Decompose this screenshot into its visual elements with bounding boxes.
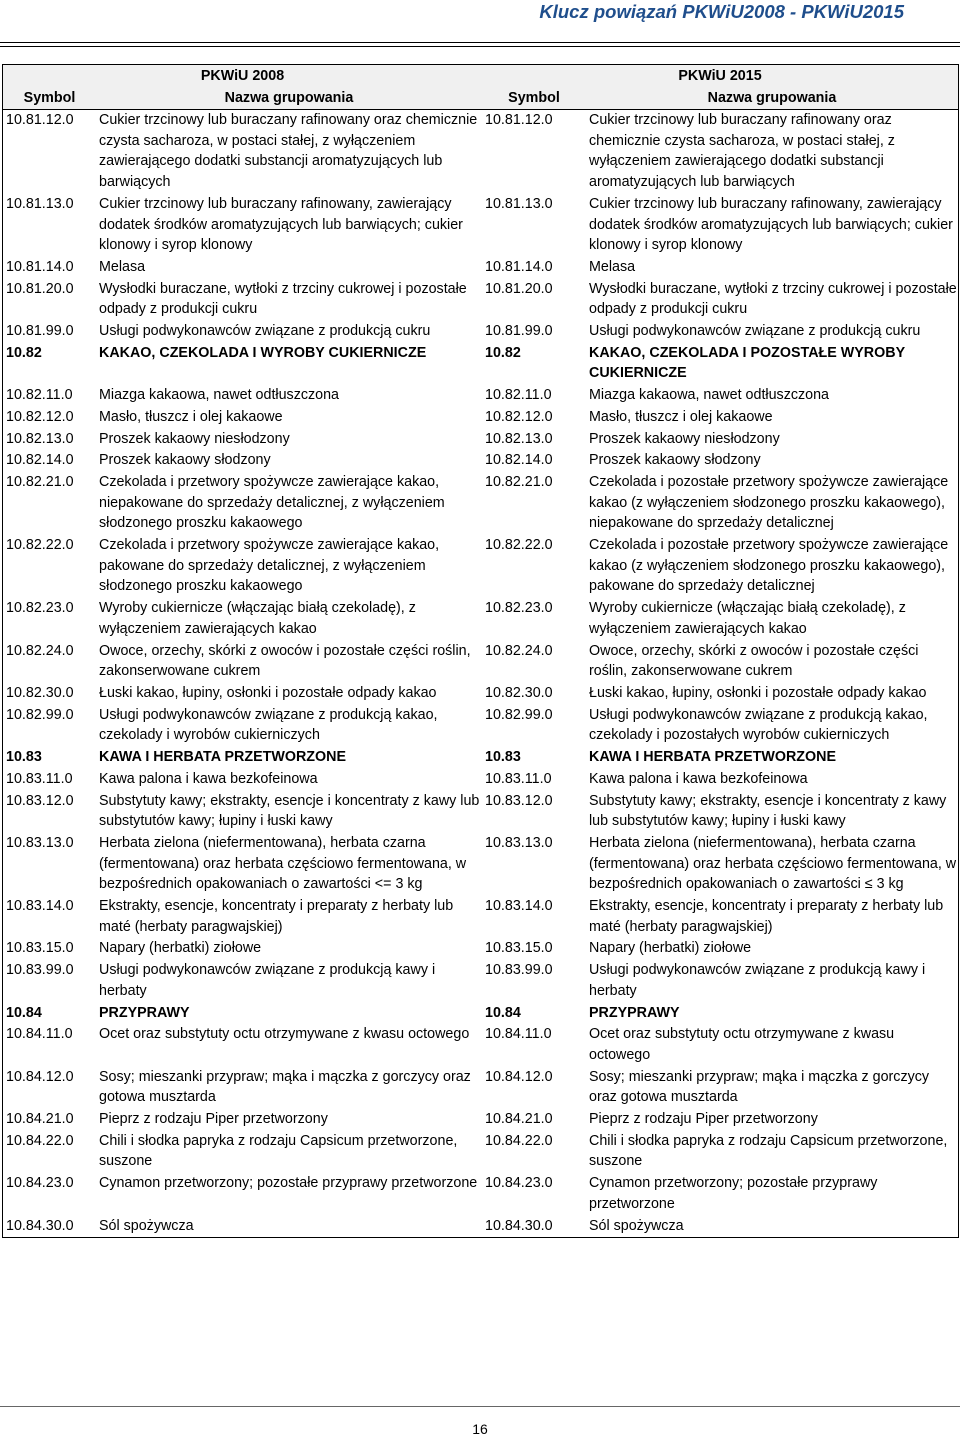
- table-row: [3, 683, 958, 705]
- table-row: [3, 1024, 958, 1066]
- table-row: [3, 1131, 958, 1173]
- column-header-name-2008: Nazwa grupowania: [96, 87, 482, 110]
- symbol-2015-cell: 10.82.24.0: [485, 642, 553, 659]
- name-2008-cell: Sosy; mieszanki przypraw; mąka i mączka z gorczycy oraz gotowa musztarda: [99, 1068, 471, 1106]
- symbol-2015-cell: 10.82.12.0: [485, 408, 553, 425]
- symbol-2015-cell: 10.82.23.0: [485, 600, 553, 617]
- name-2015-cell: Pieprz z rodzaju Piper przetworzony: [589, 1111, 818, 1128]
- table-row: [3, 472, 958, 535]
- table-row: [3, 1109, 958, 1131]
- name-2008-cell: Napary (herbatki) ziołowe: [99, 940, 262, 957]
- name-2015-cell: Herbata zielona (niefermentowana), herbata czarna (fermentowana) oraz herbata częściowo fermentowana, w bezpośrednich opakowaniach o zawartości ≤ 3 kg: [589, 834, 957, 893]
- name-2008-cell: Kawa palona i kawa bezkofeinowa: [99, 770, 318, 787]
- name-2015-cell: Cynamon przetworzony; pozostałe przyprawy przetworzone: [589, 1175, 878, 1212]
- name-2015-cell: Łuski kakao, łupiny, osłonki i pozostałe odpady kakao: [589, 684, 927, 701]
- group-header-2008: PKWiU 2008: [3, 65, 482, 87]
- name-2015-cell: Wyroby cukiernicze (włączając białą czekoladę), z wyłączeniem zawierających kakao: [589, 600, 906, 637]
- name-2008-cell: Cukier trzcinowy lub buraczany rafinowany oraz chemicznie czysta sacharoza, w postaci stałej, z wyłączeniem zawierającego dodatki substancji aromatyzujących lub barwiących: [99, 112, 478, 191]
- symbol-2008-cell: 10.84.21.0: [6, 1111, 74, 1128]
- name-2015-cell: Usługi podwykonawców związane z produkcją cukru: [589, 323, 921, 340]
- symbol-2015-cell: 10.84.21.0: [485, 1111, 553, 1128]
- table-section-row: [3, 343, 958, 385]
- symbol-2015-cell: 10.83.15.0: [485, 940, 553, 957]
- table-body: [3, 110, 958, 1238]
- name-2008-cell: Wysłodki buraczane, wytłoki z trzciny cukrowej i pozostałe odpady z produkcji cukru: [99, 280, 467, 318]
- name-2015-cell: Cukier trzcinowy lub buraczany rafinowany, zawierający dodatek środków aromatyzujących lub barwiących; cukier klonowy i syrop klonowy: [589, 195, 953, 254]
- symbol-2008-cell: 10.84.30.0: [6, 1217, 74, 1234]
- symbol-2015-cell: 10.82: [485, 344, 521, 361]
- table-row: [3, 535, 958, 598]
- symbol-2008-cell: 10.84.12.0: [6, 1068, 74, 1085]
- symbol-2015-cell: 10.82.30.0: [485, 684, 553, 701]
- name-2008-cell: Ekstrakty, esencje, koncentraty i preparaty z herbaty lub maté (herbaty paragwajskiej): [99, 898, 454, 935]
- name-2008-cell: Usługi podwykonawców związane z produkcją cukru: [99, 323, 431, 340]
- symbol-2008-cell: 10.83.99.0: [6, 962, 74, 979]
- page-number: 16: [472, 1421, 488, 1437]
- symbol-2008-cell: 10.81.20.0: [6, 280, 74, 297]
- table-column-header-row: [3, 87, 958, 110]
- symbol-2008-cell: 10.83: [6, 749, 42, 766]
- symbol-2008-cell: 10.82.12.0: [6, 408, 74, 425]
- name-2015-cell: Sól spożywcza: [589, 1217, 684, 1234]
- table-row: [3, 1067, 958, 1109]
- symbol-2008-cell: 10.82.21.0: [6, 473, 74, 490]
- table-section-row: [3, 747, 958, 769]
- name-2015-cell: Masło, tłuszcz i olej kakaowe: [589, 408, 773, 425]
- name-2008-cell: Wyroby cukiernicze (włączając białą czekoladę), z wyłączeniem zawierających kakao: [99, 600, 416, 637]
- symbol-2008-cell: 10.82.13.0: [6, 430, 74, 447]
- name-2015-cell: Proszek kakaowy niesłodzony: [589, 430, 780, 447]
- name-2015-cell: Wysłodki buraczane, wytłoki z trzciny cukrowej i pozostałe odpady z produkcji cukru: [589, 280, 957, 318]
- mapping-table: [2, 64, 959, 1238]
- table-row: [3, 938, 958, 960]
- name-2008-cell: Czekolada i przetwory spożywcze zawierające kakao, niepakowane do sprzedaży detalicznej, z wyłączeniem słodzonego proszku kakaowego: [99, 473, 445, 532]
- name-2008-cell: Chili i słodka papryka z rodzaju Capsicum przetworzone, suszone: [99, 1132, 458, 1170]
- name-2015-cell: Proszek kakaowy słodzony: [589, 452, 761, 469]
- symbol-2015-cell: 10.84.30.0: [485, 1217, 553, 1234]
- table-row: [3, 429, 958, 451]
- symbol-2015-cell: 10.84.22.0: [485, 1132, 553, 1149]
- symbol-2008-cell: 10.84.23.0: [6, 1175, 74, 1192]
- group-header-2015: PKWiU 2015: [482, 65, 958, 87]
- name-2015-cell: Czekolada i pozostałe przetwory spożywcze zawierające kakao (z wyłączeniem słodzonego proszku kakaowego), pakowane do sprzedaży detalicznej: [589, 537, 949, 595]
- symbol-2008-cell: 10.84.11.0: [6, 1026, 73, 1043]
- name-2008-cell: Proszek kakaowy słodzony: [99, 452, 271, 469]
- symbol-2008-cell: 10.84.22.0: [6, 1132, 74, 1149]
- name-2008-cell: Owoce, orzechy, skórki z owoców i pozostałe części roślin, zakonserwowane cukrem: [99, 642, 471, 680]
- symbol-2008-cell: 10.81.13.0: [6, 195, 74, 212]
- name-2008-cell: Łuski kakao, łupiny, osłonki i pozostałe odpady kakao: [99, 684, 437, 701]
- document-header: [0, 0, 960, 48]
- name-2015-cell: KAKAO, CZEKOLADA I POZOSTAŁE WYROBY CUKIERNICZE: [589, 344, 905, 382]
- name-2008-cell: Miazga kakaowa, nawet odtłuszczona: [99, 387, 340, 404]
- name-2015-cell: Sosy; mieszanki przypraw; mąka i mączka z gorczycy oraz gotowa musztarda: [589, 1068, 930, 1106]
- table-row: [3, 279, 958, 321]
- name-2015-cell: Usługi podwykonawców związane z produkcją kawy i herbaty: [589, 962, 926, 999]
- symbol-2008-cell: 10.81.99.0: [6, 323, 74, 340]
- symbol-2015-cell: 10.81.20.0: [485, 280, 553, 297]
- name-2008-cell: Herbata zielona (niefermentowana), herbata czarna (fermentowana) oraz herbata częściowo fermentowana, w bezpośrednich opakowaniach o zawartości <= 3 kg: [99, 834, 467, 893]
- column-header-symbol-2008: Symbol: [3, 87, 96, 110]
- symbol-2008-cell: 10.82: [6, 344, 42, 361]
- symbol-2008-cell: 10.83.13.0: [6, 834, 74, 851]
- column-header-symbol-2015: Symbol: [482, 87, 586, 110]
- symbol-2015-cell: 10.81.99.0: [485, 323, 553, 340]
- symbol-2015-cell: 10.82.21.0: [485, 473, 553, 490]
- symbol-2015-cell: 10.83: [485, 749, 521, 766]
- symbol-2008-cell: 10.83.14.0: [6, 898, 74, 915]
- name-2008-cell: Ocet oraz substytuty octu otrzymywane z kwasu octowego: [99, 1026, 470, 1043]
- name-2015-cell: Miazga kakaowa, nawet odtłuszczona: [589, 387, 830, 404]
- name-2015-cell: Cukier trzcinowy lub buraczany rafinowany oraz chemicznie czysta sacharoza, w postaci stałej, z wyłączeniem zawierającego dodatki substancji aromatyzujących lub barwiących: [589, 112, 895, 191]
- symbol-2015-cell: 10.83.99.0: [485, 962, 553, 979]
- symbol-2008-cell: 10.84: [6, 1004, 42, 1021]
- name-2008-cell: Masło, tłuszcz i olej kakaowe: [99, 408, 283, 425]
- table-row: [3, 1173, 958, 1215]
- symbol-2015-cell: 10.82.14.0: [485, 452, 553, 469]
- symbol-2008-cell: 10.83.12.0: [6, 792, 74, 809]
- table-row: [3, 705, 958, 747]
- symbol-2015-cell: 10.83.14.0: [485, 898, 553, 915]
- name-2015-cell: Kawa palona i kawa bezkofeinowa: [589, 770, 808, 787]
- table-row: [3, 833, 958, 896]
- table-section-row: [3, 1003, 958, 1025]
- symbol-2015-cell: 10.82.13.0: [485, 430, 553, 447]
- table-row: [3, 641, 958, 683]
- symbol-2008-cell: 10.82.22.0: [6, 537, 74, 554]
- column-header-name-2015: Nazwa grupowania: [586, 87, 958, 110]
- name-2015-cell: Czekolada i pozostałe przetwory spożywcze zawierające kakao (z wyłączeniem słodzonego proszku kakaowego), niepakowane do sprzedaży detalicznej: [589, 473, 949, 532]
- table-row: [3, 257, 958, 279]
- symbol-2008-cell: 10.83.11.0: [6, 770, 73, 787]
- table-row: [3, 385, 958, 407]
- symbol-2015-cell: 10.84.11.0: [485, 1026, 552, 1043]
- header-rule-top: [0, 42, 960, 43]
- symbol-2015-cell: 10.83.12.0: [485, 792, 553, 809]
- name-2008-cell: KAKAO, CZEKOLADA I WYROBY CUKIERNICZE: [99, 344, 427, 361]
- symbol-2015-cell: 10.82.99.0: [485, 706, 553, 723]
- symbol-2015-cell: 10.81.13.0: [485, 195, 553, 212]
- name-2008-cell: PRZYPRAWY: [99, 1004, 190, 1021]
- name-2008-cell: Usługi podwykonawców związane z produkcją kawy i herbaty: [99, 962, 436, 999]
- symbol-2015-cell: 10.81.12.0: [485, 112, 553, 128]
- table-group-header-row: [3, 65, 958, 87]
- table-row: [3, 769, 958, 791]
- table-row: [3, 450, 958, 472]
- name-2008-cell: KAWA I HERBATA PRZETWORZONE: [99, 749, 347, 766]
- name-2008-cell: Cynamon przetworzony; pozostałe przyprawy przetworzone: [99, 1175, 478, 1192]
- name-2015-cell: Usługi podwykonawców związane z produkcją kakao, czekolady i pozostałych wyrobów cukierniczych: [589, 706, 928, 744]
- symbol-2008-cell: 10.82.24.0: [6, 642, 74, 659]
- table-row: [3, 598, 958, 640]
- symbol-2015-cell: 10.84.12.0: [485, 1068, 553, 1085]
- symbol-2008-cell: 10.82.14.0: [6, 452, 74, 469]
- table-row: [3, 407, 958, 429]
- table-row: [3, 321, 958, 343]
- symbol-2008-cell: 10.81.12.0: [6, 112, 74, 128]
- table-row: [3, 791, 958, 833]
- table-row: [3, 960, 958, 1002]
- name-2008-cell: Usługi podwykonawców związane z produkcją kakao, czekolady i wyrobów cukierniczych: [99, 706, 438, 744]
- name-2008-cell: Sól spożywcza: [99, 1217, 194, 1234]
- name-2008-cell: Substytuty kawy; ekstrakty, esencje i koncentraty z kawy lub substytutów kawy; łupiny i łuski kawy: [99, 792, 480, 830]
- name-2015-cell: Ocet oraz substytuty octu otrzymywane z kwasu octowego: [589, 1026, 895, 1063]
- symbol-2015-cell: 10.82.22.0: [485, 537, 553, 554]
- name-2015-cell: PRZYPRAWY: [589, 1004, 680, 1021]
- name-2008-cell: Czekolada i przetwory spożywcze zawierające kakao, pakowane do sprzedaży detalicznej, z wyłączeniem słodzonego proszku kakaowego: [99, 537, 440, 595]
- symbol-2008-cell: 10.82.30.0: [6, 684, 74, 701]
- symbol-2008-cell: 10.82.99.0: [6, 706, 74, 723]
- name-2008-cell: Pieprz z rodzaju Piper przetworzony: [99, 1111, 328, 1128]
- name-2015-cell: Melasa: [589, 258, 636, 275]
- symbol-2015-cell: 10.81.14.0: [485, 258, 553, 275]
- footer-rule: [0, 1406, 960, 1407]
- table-row: [3, 194, 958, 257]
- name-2008-cell: Proszek kakaowy niesłodzony: [99, 430, 290, 447]
- table-row: [3, 1216, 958, 1238]
- name-2015-cell: Owoce, orzechy, skórki z owoców i pozostałe części roślin, zakonserwowane cukrem: [589, 642, 919, 680]
- name-2015-cell: KAWA I HERBATA PRZETWORZONE: [589, 749, 837, 766]
- name-2015-cell: Napary (herbatki) ziołowe: [589, 940, 752, 957]
- header-rule-bottom: [0, 46, 960, 47]
- symbol-2015-cell: 10.82.11.0: [485, 387, 552, 404]
- symbol-2008-cell: 10.81.14.0: [6, 258, 74, 275]
- name-2008-cell: Melasa: [99, 258, 146, 275]
- symbol-2008-cell: 10.82.11.0: [6, 387, 73, 404]
- symbol-2015-cell: 10.84.23.0: [485, 1175, 553, 1192]
- symbol-2015-cell: 10.83.13.0: [485, 834, 553, 851]
- name-2008-cell: Cukier trzcinowy lub buraczany rafinowany, zawierający dodatek środków aromatyzujących lub barwiących; cukier klonowy i syrop klonowy: [99, 195, 463, 254]
- table-row: [3, 896, 958, 938]
- table-row: [3, 110, 958, 194]
- name-2015-cell: Chili i słodka papryka z rodzaju Capsicum przetworzone, suszone: [589, 1132, 948, 1170]
- symbol-2008-cell: 10.83.15.0: [6, 940, 74, 957]
- symbol-2008-cell: 10.82.23.0: [6, 600, 74, 617]
- document-title: Klucz powiązań PKWiU2008 - PKWiU2015: [539, 1, 904, 22]
- name-2015-cell: Substytuty kawy; ekstrakty, esencje i koncentraty z kawy lub substytutów kawy; łupiny i łuski kawy: [589, 792, 947, 830]
- symbol-2015-cell: 10.83.11.0: [485, 770, 552, 787]
- symbol-2015-cell: 10.84: [485, 1004, 521, 1021]
- name-2015-cell: Ekstrakty, esencje, koncentraty i preparaty z herbaty lub maté (herbaty paragwajskiej): [589, 898, 944, 935]
